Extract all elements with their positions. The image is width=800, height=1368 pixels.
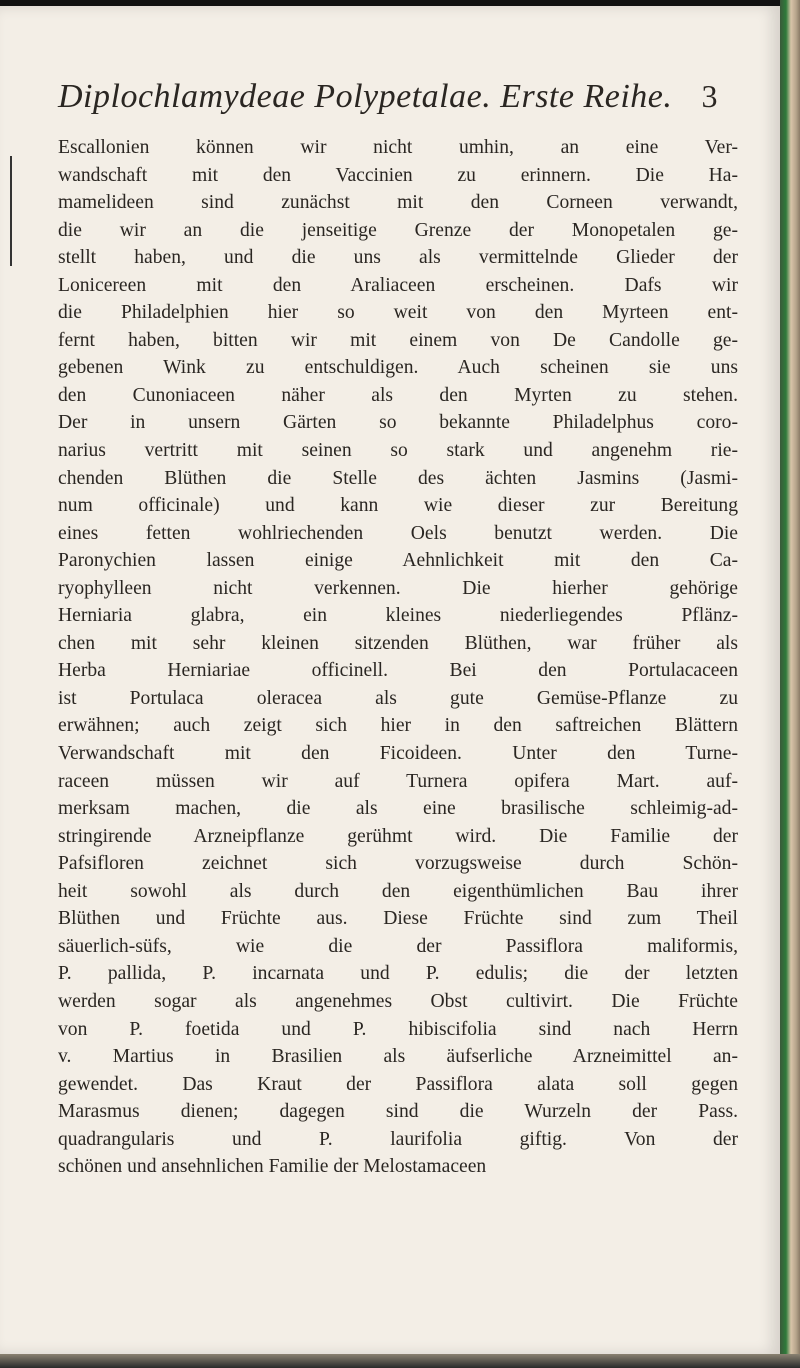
text-line: v. Martius in Brasilien als äufserliche Arzneimittel an- (58, 1046, 738, 1068)
text-line: heit sowohl als durch den eigenthümlichen Bau ihrer (58, 880, 738, 902)
text-line: stringirende Arzneipflanze gerühmt wird. Die Familie der (58, 825, 738, 847)
text-line: ryophylleen nicht verkennen. Die hierher gehörige (58, 577, 738, 599)
text-line: Herniaria glabra, ein kleines niederliegendes Pflänz- (58, 605, 738, 627)
text-line: merksam machen, die als eine brasilische schleimig-ad- (58, 798, 738, 820)
text-line: Blüthen und Früchte aus. Diese Früchte sind zum Theil (58, 908, 738, 930)
text-line: P. pallida, P. incarnata und P. edulis; die der letzten (58, 963, 738, 985)
text-line: die Philadelphien hier so weit von den Myrteen ent- (58, 302, 738, 324)
text-line: quadrangularis und P. laurifolia giftig. Von der (58, 1128, 738, 1150)
text-line: werden sogar als angenehmes Obst cultivirt. Die Früchte (58, 990, 738, 1012)
text-line: stellt haben, und die uns als vermittelnde Glieder der (58, 247, 738, 269)
text-line: mamelideen sind zunächst mit den Corneen verwandt, (58, 192, 738, 214)
text-line: erwähnen; auch zeigt sich hier in den saftreichen Blättern (58, 715, 738, 737)
text-line: Pafsifloren zeichnet sich vorzugsweise durch Schön- (58, 853, 738, 875)
page-number: 3 (701, 78, 718, 114)
text-line: Der in unsern Gärten so bekannte Philadelphus coro- (58, 412, 738, 434)
text-line: eines fetten wohlriechenden Oels benutzt werden. Die (58, 522, 738, 544)
body-text (58, 134, 738, 1181)
text-line: raceen müssen wir auf Turnera opifera Mart. auf- (58, 770, 738, 792)
text-line: die wir an die jenseitige Grenze der Monopetalen ge- (58, 219, 738, 241)
text-line: chen mit sehr kleinen sitzenden Blüthen, war früher als (58, 632, 738, 654)
text-line: Marasmus dienen; dagegen sind die Wurzeln der Pass. (58, 1101, 738, 1123)
text-line: gewendet. Das Kraut der Passiflora alata soll gegen (58, 1073, 738, 1095)
text-line: von P. foetida und P. hibiscifolia sind nach Herrn (58, 1018, 738, 1040)
running-head (58, 78, 718, 116)
text-line: ist Portulaca oleracea als gute Gemüse-Pflanze zu (58, 687, 738, 709)
margin-rule (10, 156, 12, 266)
text-line: num officinale) und kann wie dieser zur Bereitung (58, 495, 738, 517)
text-line: wandschaft mit den Vaccinien zu erinnern. Die Ha- (58, 164, 738, 186)
text-line: Herba Herniariae officinell. Bei den Portulacaceen (58, 660, 738, 682)
page-title: Diplochlamydeae Polypetalae. Erste Reihe. (58, 78, 673, 115)
text-line: narius vertritt mit seinen so stark und angenehm rie- (58, 440, 738, 462)
text-line: fernt haben, bitten wir mit einem von De Candolle ge- (58, 329, 738, 351)
page-edge-right (780, 0, 800, 1368)
page-edge-bottom (0, 1354, 800, 1368)
book-page (0, 6, 780, 1354)
text-line: säuerlich-süfs, wie die der Passiflora maliformis, (58, 935, 738, 957)
text-line: den Cunoniaceen näher als den Myrten zu stehen. (58, 384, 738, 406)
text-line: Verwandschaft mit den Ficoideen. Unter den Turne- (58, 743, 738, 765)
text-line: gebenen Wink zu entschuldigen. Auch scheinen sie uns (58, 357, 738, 379)
text-line: chenden Blüthen die Stelle des ächten Jasmins (Jasmi- (58, 467, 738, 489)
text-line: Lonicereen mit den Araliaceen erscheinen. Dafs wir (58, 274, 738, 296)
text-line: schönen und ansehnlichen Familie der Melostamaceen (58, 1156, 487, 1178)
text-line: Paronychien lassen einige Aehnlichkeit mit den Ca- (58, 550, 738, 572)
text-line: Escallonien können wir nicht umhin, an eine Ver- (58, 137, 738, 158)
